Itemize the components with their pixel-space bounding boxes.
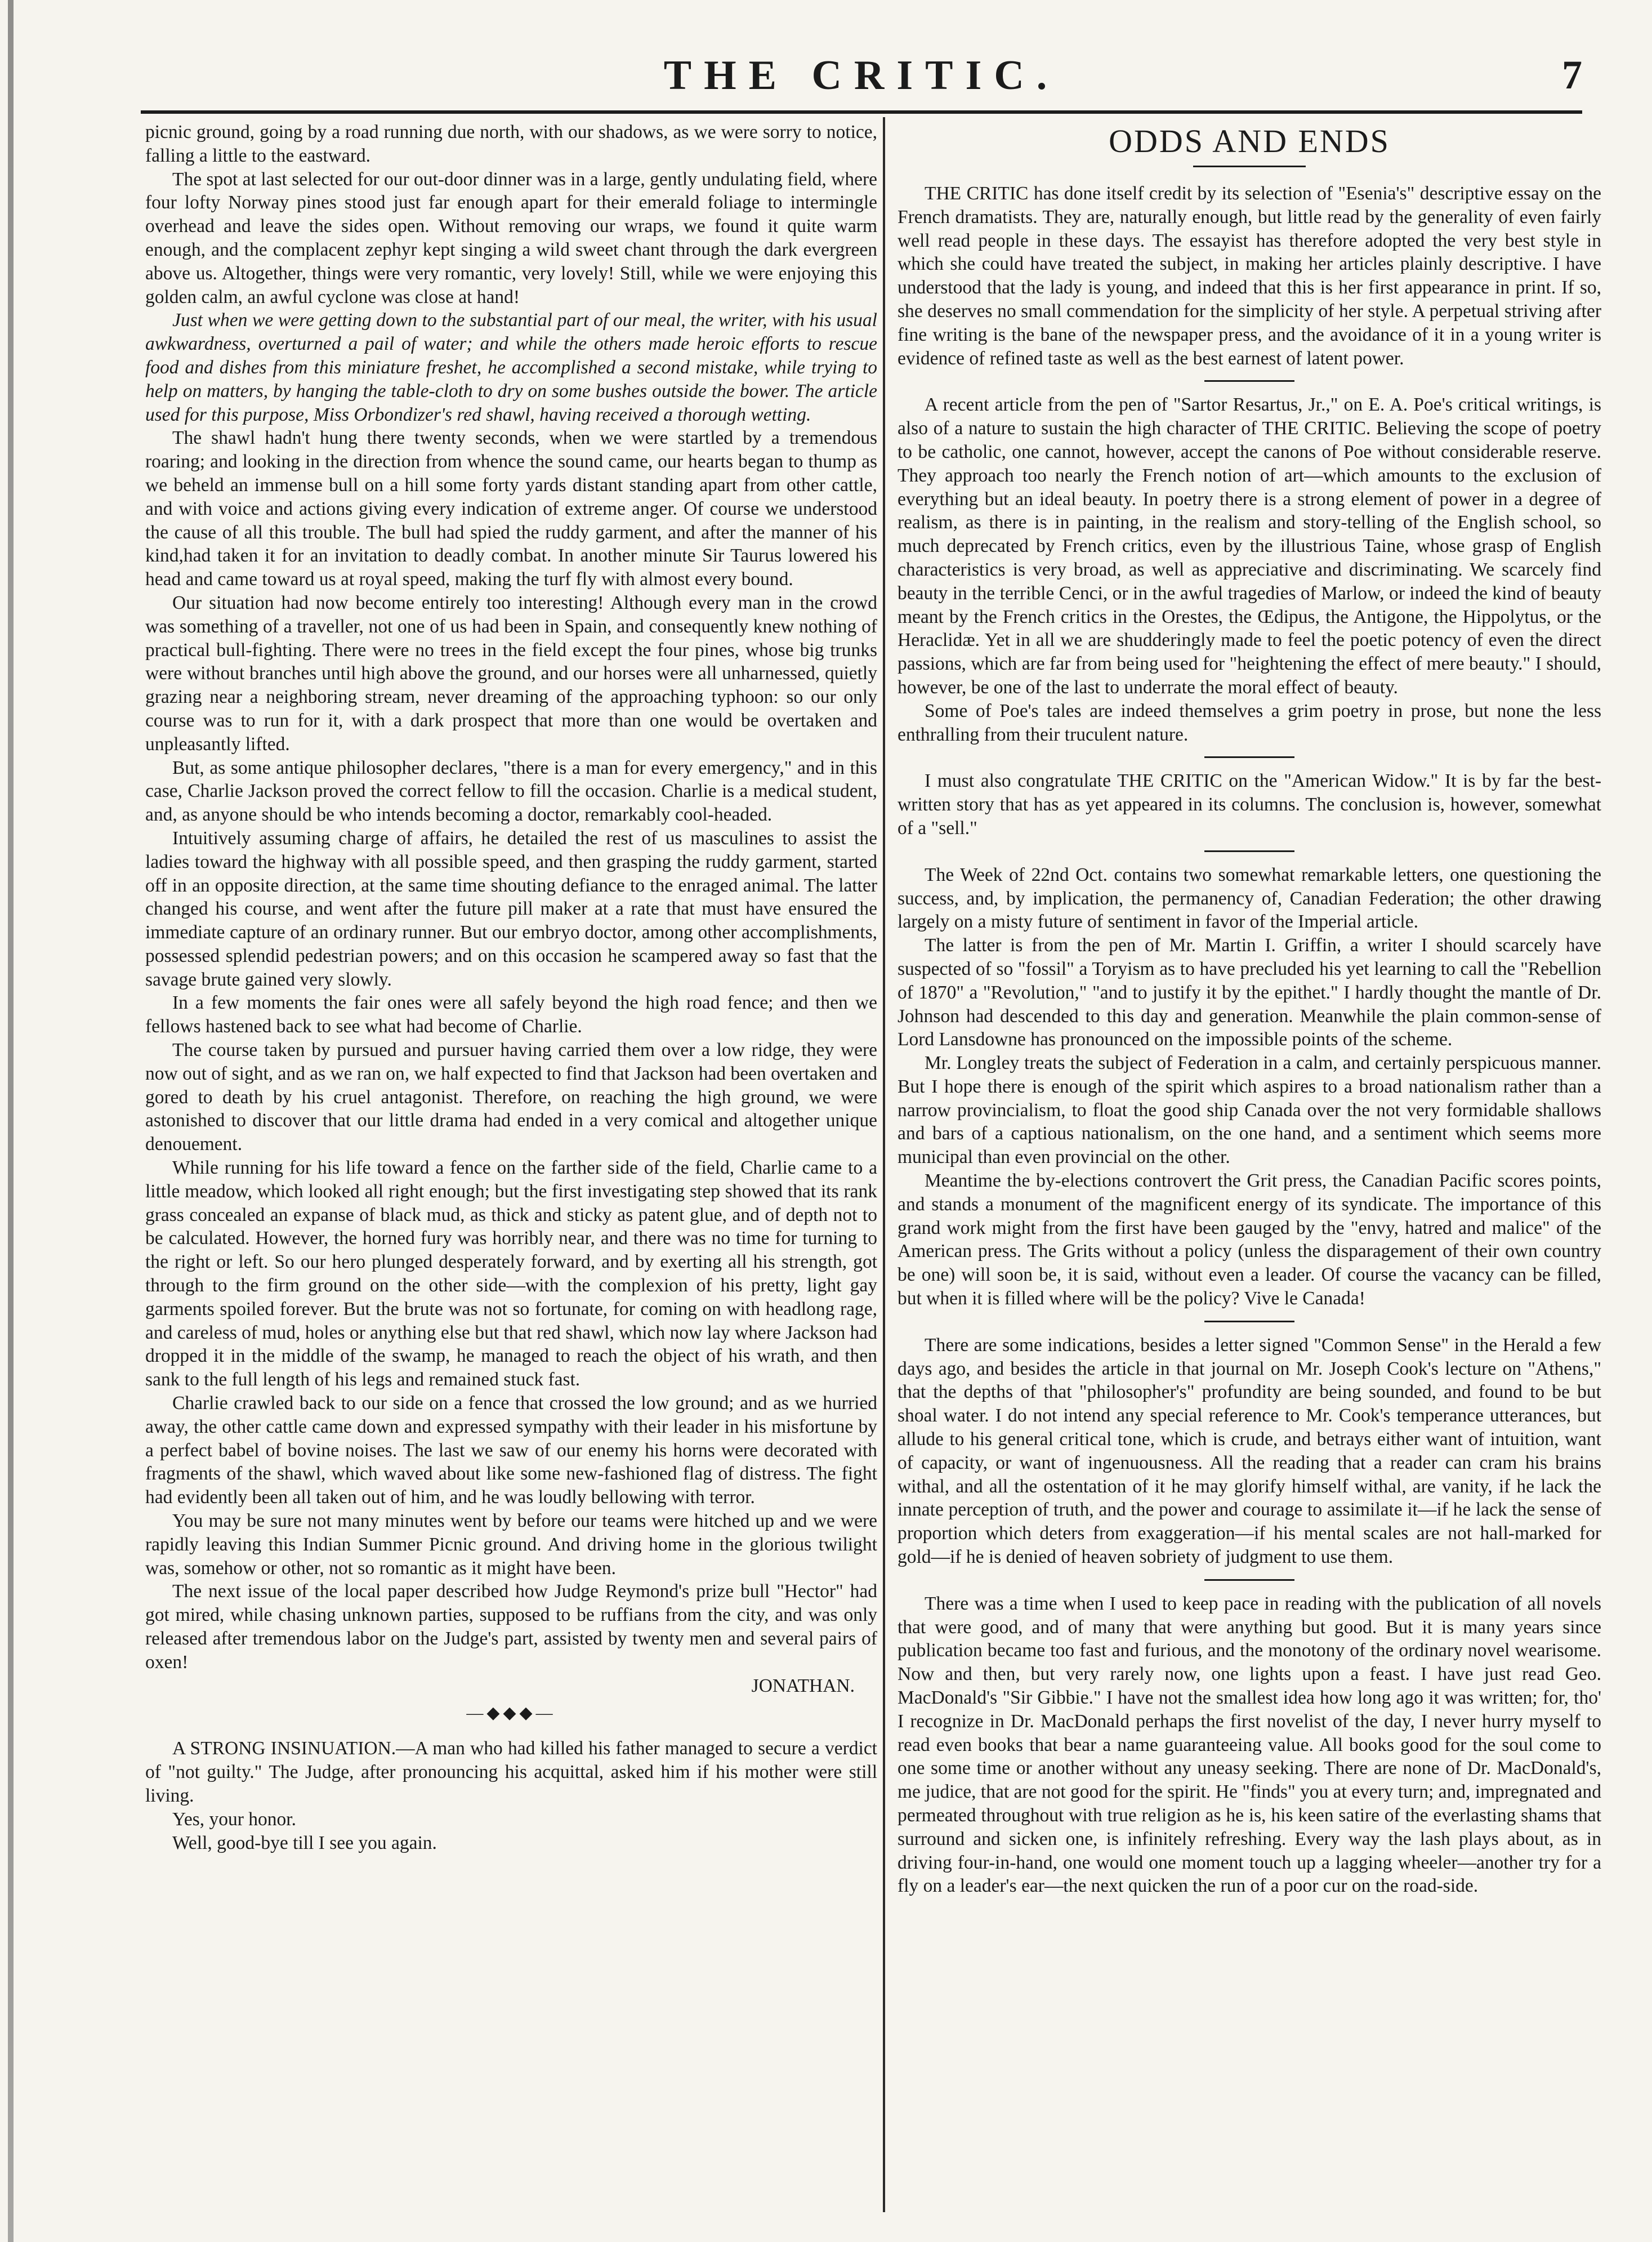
story-paragraph: picnic ground, going by a road running due north, with our shadows, as we were sorry to notice, falling a little to the eastward. (145, 122, 877, 166)
column-paragraph: Mr. Longley treats the subject of Federation in a calm, and certainly perspicuous manner. But I hope there is enough of the spirit which aspires to a broad nationalism rather than a narrow provincialism, to float the good ship Canada over the not very formidable shallows and bars of a captious nationalism, on the one hand, and a sentiment which seems more municipal than even provincial on the other. (898, 1053, 1601, 1168)
story-paragraph: Intuitively assuming charge of affairs, he detailed the rest of us masculines to assist the ladies toward the highway with all possible speed, and then grasping the ruddy garment, started off in an opposite direction, at the same time shouting defiance to the enraged animal. The latter changed his course, and went after the future pill maker at a rate that must have ensured the immediate capture of an ordinary runner. But our embryo doctor, among other accomplishments, possessed splendid pedestrian powers; and on this occasion he scampered away so fast that the savage brute gained very slowly. (145, 827, 877, 990)
story-paragraph: You may be sure not many minutes went by before our teams were hitched up and we were rapidly leaving this Indian Summer Picnic ground. And driving home in the glorious twilight was, somehow or other, not so romantic as it might have been. (145, 1510, 877, 1579)
anecdote-paragraph: Well, good-bye till I see you again. (172, 1832, 437, 1853)
anecdote-paragraph: Yes, your honor. (172, 1808, 296, 1830)
item-separator (1204, 850, 1294, 852)
column-paragraph: There was a time when I used to keep pace in reading with the publication of all novels that were good, and of many that were anything but good. But it is many years since publication became too fast and furious, and the monotony of the ordinary novel wearisome. Now and then, but very rarely now, one lights upon a feast. I have just read Geo. MacDonald's "Sir Gibbie." I have not the smallest idea how long ago it was written; for, tho' I recognize in Dr. MacDonald perhaps the first novelist of the day, I never hurry myself to read even books that bear a name guaranteeing value. All books good for the soul come to one some time or another without any uneasy seeking. There are none of Dr. MacDonald's, me judice, that are not good for the spirit. He "finds" you at every turn; and, impregnated and permeated throughout with true religion as he is, his keen satire of the everlasting shams that surround and sicken one, is infinitely refreshing. Every way the lash plays about, as in driving four-in-hand, one would one moment touch up a lagging wheeler—another try for a fly on a leader's ear—the next quicken the run of a poor cur on the road-side. (898, 1593, 1601, 1897)
column-paragraph: A recent article from the pen of "Sartor Resartus, Jr.," on E. A. Poe's critical writings, is also of a nature to sustain the high character of THE CRITIC. Believing the scope of poetry to be catholic, one cannot, however, accept the canons of Poe without considerable reserve. They approach too nearly the French notion of art—which amounts to the exclusion of everything but an ideal beauty. In poetry there is a strong element of power in a degree of realism, as there is in painting, in the realism and story-telling of the English school, so much deprecated by French critics, even by the illustrious Taine, whose grasp of English characteristics is very broad, as well as appreciative and discriminating. We scarcely find beauty in the terrible Cenci, or in the awful tragedies of Marlow, or indeed the kind of beauty meant by the French critics in the Orestes, the Œdipus, the Antigone, the Hippolytus, or the Heraclidæ. Yet in all we are shudderingly made to feel the poetic potency of even the direct passions, which are far from being used for "heightening the effect of mere beauty." I should, however, be one of the last to underrate the moral effect of beauty. (898, 394, 1601, 698)
story-paragraph: The spot at last selected for our out-door dinner was in a large, gently undulating field, where four lofty Norway pines stood just far enough apart for their emerald foliage to intermingle overhead and leave the sides open. Without removing our wraps, we found it quite warm enough, and the complacent zephyr kept singing a wild sweet chant through the dark evergreen above us. Altogether, things were very romantic, very lovely! Still, while we were enjoying this golden calm, an awful cyclone was close at hand! (145, 168, 877, 307)
column-rule (883, 117, 885, 2212)
column-paragraph: I must also congratulate THE CRITIC on the "American Widow." It is by far the best-written story that has as yet appeared in its columns. The conclusion is, however, somewhat of a "sell." (898, 770, 1601, 839)
item-separator (1204, 380, 1294, 382)
heading-rule (1193, 166, 1306, 167)
story-paragraph: Just when we were getting down to the substantial part of our meal, the writer, with his usual awkwardness, overturned a pail of water; and while the others made heroic efforts to rescue food and dishes from this miniature freshet, he accomplished a second mistake, while trying to help on matters, by hanging the table-cloth to dry on some bushes outside the bower. The article used for this purpose, Miss Orbondizer's red shawl, having received a thorough wetting. (145, 310, 877, 425)
story-paragraph: The course taken by pursued and pursuer having carried them over a low ridge, they were now out of sight, and as we ran on, we half expected to find that Jackson had been overtaken and gored to death by his cruel antagonist. Therefore, on reaching the high ground, we were astonished to discover that our little drama had ended in a very comical and altogether unique denouement. (145, 1040, 877, 1155)
column-paragraph: There are some indications, besides a letter signed "Common Sense" in the Herald a few days ago, and besides the article in that journal on Mr. Joseph Cook's lecture on "Athens," that the depths of that "philosopher's" profundity are being sounded, and found to be but shoal water. I do not intend any special reference to Mr. Cook's temperance utterances, but allude to his general critical tone, which is crude, and betrays either want of intuition, want of capacity, or want of ingenuousness. All the reading that a reader can cram his brains withal, and all the ostentation of it he may glorify himself withal, are vanity, if he lack the innate perception of truth, and the power and courage to assimilate it—if he lack the sense of proportion which deters from exaggeration—if his mental scales are not hall-marked for gold—if he is denied of heaven sobriety of judgment to use them. (898, 1334, 1601, 1568)
author-signature: JONATHAN. (751, 1675, 855, 1696)
section-heading: ODDS AND ENDS (1109, 123, 1390, 159)
story-paragraph: The next issue of the local paper described how Judge Reymond's prize bull "Hector" had got mired, while chasing unknown parties, supposed to be ruffians from the city, and was only released after tremendous labor on the Judge's part, assisted by twenty men and several pairs of oxen! (145, 1581, 877, 1673)
item-separator (1204, 1321, 1294, 1322)
story-paragraph: Our situation had now become entirely too interesting! Although every man in the crowd was something of a traveller, not one of us had been in Spain, and consequently knew nothing of practical bull-fighting. There were no trees in the field except the four pines, whose big trunks were without branches until high above the ground, and our horses were all unharnessed, quietly grazing near a neighboring stream, never dreaming of the approaching typhoon: so our only course was to run for it, with a dark prospect that more than one would be overtaken and unpleasantly lifted. (145, 592, 877, 755)
column-paragraph: Some of Poe's tales are indeed themselves a grim poetry in prose, but none the less enthralling from their truculent nature. (898, 700, 1601, 745)
right-column (898, 121, 1601, 2204)
page-number: 7 (1562, 52, 1582, 97)
column-paragraph: The Week of 22nd Oct. contains two somewhat remarkable letters, one questioning the success, and, by implication, the permanency of, Canadian Federation; the other drawing largely on a misty future of sentiment in favor of the Imperial article. (898, 864, 1601, 933)
publication-title: THE CRITIC. (663, 52, 1060, 99)
story-paragraph: The shawl hadn't hung there twenty seconds, when we were startled by a tremendous roaring; and looking in the direction from whence the sound came, our hearts began to thump as we beheld an immense bull on a hill some forty yards distant standing apart from other cattle, and with voice and actions giving every indication of extreme anger. Of course we understood the cause of all this trouble. The bull had spied the ruddy garment, and after the manner of his kind,had taken it for an invitation to deadly combat. In another minute Sir Taurus lowered his head and came toward us at royal speed, making the turf fly with almost every bound. (145, 427, 877, 590)
left-column (145, 121, 877, 2204)
anecdote-paragraph: A STRONG INSINUATION.—A man who had killed his father managed to secure a verdict of "not guilty." The Judge, after pronouncing his acquittal, asked him if his mother were still living. (145, 1738, 877, 1806)
story-paragraph: While running for his life toward a fence on the farther side of the field, Charlie came to a little meadow, which looked all right enough; but the first investigating step showed that its rank grass concealed an expanse of black mud, as thick and sticky as patent glue, and of depth not to be calculated. However, the horned fury was horribly near, and there was no time for turning to the right or left. So our hero plunged desperately forward, and by exerting all his strength, got through to the firm ground on the other side—with the complexion of his pretty, light gay garments spoiled forever. But the brute was not so fortunate, for coming on with headlong rage, and careless of mud, holes or anything else but that red shawl, which now lay where Jackson had dropped it in the middle of the swamp, he managed to reach the object of his wrath, and then sank to the full length of his legs and remained stuck fast. (145, 1157, 877, 1390)
item-separator (1204, 1579, 1294, 1581)
story-paragraph: Charlie crawled back to our side on a fence that crossed the low ground; and as we hurried away, the other cattle came down and expressed sympathy with their leader in his misfortune by a perfect babel of bovine noises. The last we saw of our enemy his horns were decorated with fragments of the shawl, which waved about like some new-fashioned flag of distress. The fight had evidently been all taken out of him, and he was loudly bellowing with terror. (145, 1393, 877, 1508)
column-paragraph: THE CRITIC has done itself credit by its selection of "Esenia's" descriptive essay on the French dramatists. They are, naturally enough, but little read by the generality of even fairly well read people in these days. The essayist has therefore adopted the very best style in which she could have treated the subject, in making her articles plainly descriptive. I have understood that the lady is young, and indeed that this is her first appearance in print. If so, she deserves no small commendation for the simplicity of her style. A perpetual striving after fine writing is the bane of the newspaper press, and the avoidance of it in a young writer is evidence of refined taste as well as the best earnest of latent power. (898, 183, 1601, 369)
column-paragraph: The latter is from the pen of Mr. Martin I. Griffin, a writer I should scarcely have suspected of so "fossil" a Toryism as to have precluded his yet learning to call the "Rebellion of 1870" a "Revolution," "and to justify it by the epithet." I hardly thought the mantle of Dr. Johnson had descended to this day and generation. Meanwhile the plain common-sense of Lord Lansdowne has pronounced on the impossible points of the scheme. (898, 935, 1601, 1050)
column-paragraph: Meantime the by-elections controvert the Grit press, the Canadian Pacific scores points, and stands a monument of the magnificent energy of its syndicate. The importance of this grand work might from the first have been gauged by the "envy, hatred and malice" of the American press. The Grits without a policy (unless the disparagement of their own country be one) will soon be, it is said, without even a leader. Of course the vacancy can be filled, but when it is filled where will be the policy? Vive le Canada! (898, 1170, 1601, 1309)
masthead (141, 44, 1582, 114)
story-paragraph: In a few moments the fair ones were all safely beyond the high road fence; and then we fellows hastened back to see what had become of Charlie. (145, 992, 877, 1037)
binding-edge (8, 0, 14, 2242)
story-paragraph: But, as some antique philosopher declares, "there is a man for every emergency," and in this case, Charlie Jackson proved the correct fellow to fill the occasion. Charlie is a medical student, and, as anyone should be who intends becoming a doctor, remarkably cool-headed. (145, 757, 877, 826)
item-separator (1204, 756, 1294, 758)
section-ornament: —◆◆◆— (466, 1704, 556, 1723)
